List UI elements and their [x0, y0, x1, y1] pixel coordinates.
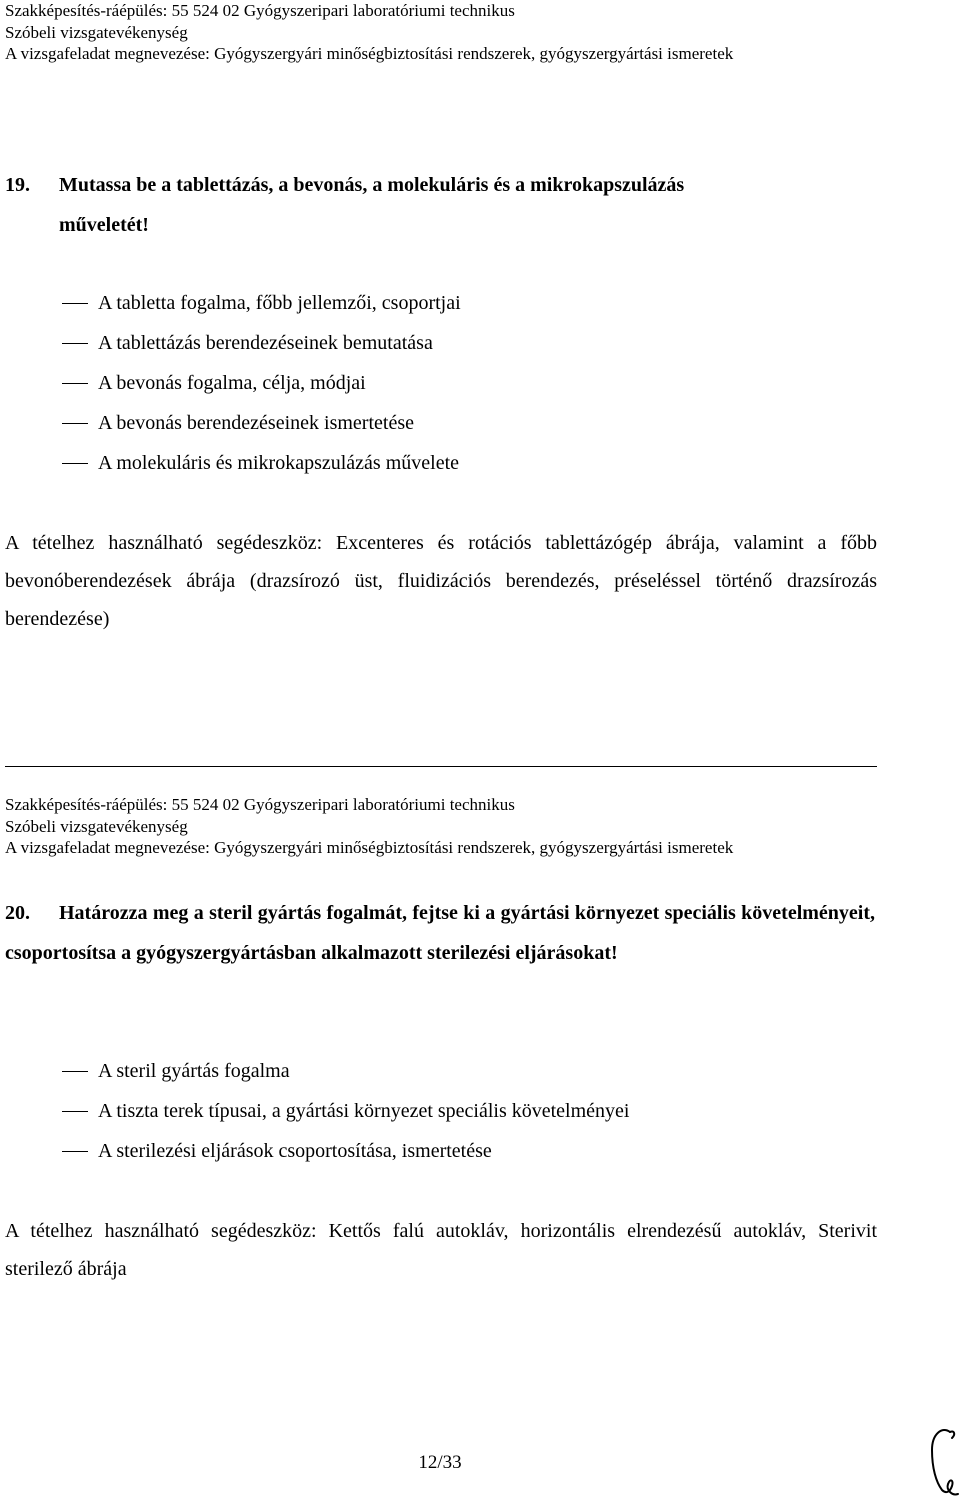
dash-bullet-icon: [62, 303, 88, 304]
header-activity: Szóbeli vizsgatevékenység: [5, 816, 188, 836]
list-item: A bevonás fogalma, célja, módjai: [62, 363, 461, 403]
list-item: A tabletta fogalma, főbb jellemzői, csoportjai: [62, 283, 461, 323]
dash-bullet-icon: [62, 463, 88, 464]
question-title: Határozza meg a steril gyártás fogalmát, fejtse ki a gyártási környezet speciális követelményeit, csoportosítsa a gyógyszergyártásban alkalmazott sterilezési eljárásokat!: [5, 902, 875, 964]
page-number: 12/33: [418, 1452, 462, 1473]
dash-bullet-icon: [62, 1151, 88, 1152]
header-task-name: A vizsgafeladat megnevezése: Gyógyszergyári minőségbiztosítási rendszerek, gyógyszergyártási ismeretek: [5, 44, 734, 63]
question-20-title: [5, 893, 875, 973]
dash-bullet-icon: [62, 1111, 88, 1112]
dash-bullet-icon: [62, 383, 88, 384]
header-task-name: A vizsgafeladat megnevezése: Gyógyszergyári minőségbiztosítási rendszerek, gyógyszergyártási ismeretek: [5, 838, 734, 857]
question-19-title: [5, 165, 875, 245]
list-item: A tiszta terek típusai, a gyártási környezet speciális követelményei: [62, 1091, 629, 1131]
question-title-line2: műveletét!: [59, 214, 149, 236]
list-item: A steril gyártás fogalma: [62, 1051, 629, 1091]
question-19-topics: [62, 283, 461, 483]
dash-bullet-icon: [62, 423, 88, 424]
question-number: 19.: [5, 174, 30, 196]
question-number: 20.: [5, 902, 30, 924]
list-item: A sterilezési eljárások csoportosítása, ismertetése: [62, 1131, 629, 1171]
question-title-line1: Mutassa be a tablettázás, a bevonás, a molekuláris és a mikrokapszulázás: [59, 174, 685, 196]
list-item: A molekuláris és mikrokapszulázás művelete: [62, 443, 461, 483]
header-qualification: Szakképesítés-ráépülés: 55 524 02 Gyógyszeripari laboratóriumi technikus: [5, 1, 515, 20]
header-activity: Szóbeli vizsgatevékenység: [5, 22, 188, 42]
question-20-aid: A tételhez használható segédeszköz: Kettős falú autokláv, horizontális elrendezésű autokláv, Sterivit sterilező ábrája: [5, 1220, 877, 1280]
question-20-topics: [62, 1051, 629, 1171]
signature-mark-icon: [920, 1420, 960, 1500]
list-item: A bevonás berendezéseinek ismertetése: [62, 403, 461, 443]
list-item: A tablettázás berendezéseinek bemutatása: [62, 323, 461, 363]
dash-bullet-icon: [62, 343, 88, 344]
page-header: [5, 794, 885, 859]
dash-bullet-icon: [62, 1071, 88, 1072]
question-19-aid: A tételhez használható segédeszköz: Excenteres és rotációs tablettázógép ábrája, valamint a főbb bevonóberendezések ábrája (drazsírozó üst, fluidizációs berendezés, préseléssel történő drazsírozás berendezése): [5, 532, 877, 630]
page-header: [5, 0, 885, 65]
header-qualification: Szakképesítés-ráépülés: 55 524 02 Gyógyszeripari laboratóriumi technikus: [5, 795, 515, 814]
page-divider: [5, 766, 877, 767]
